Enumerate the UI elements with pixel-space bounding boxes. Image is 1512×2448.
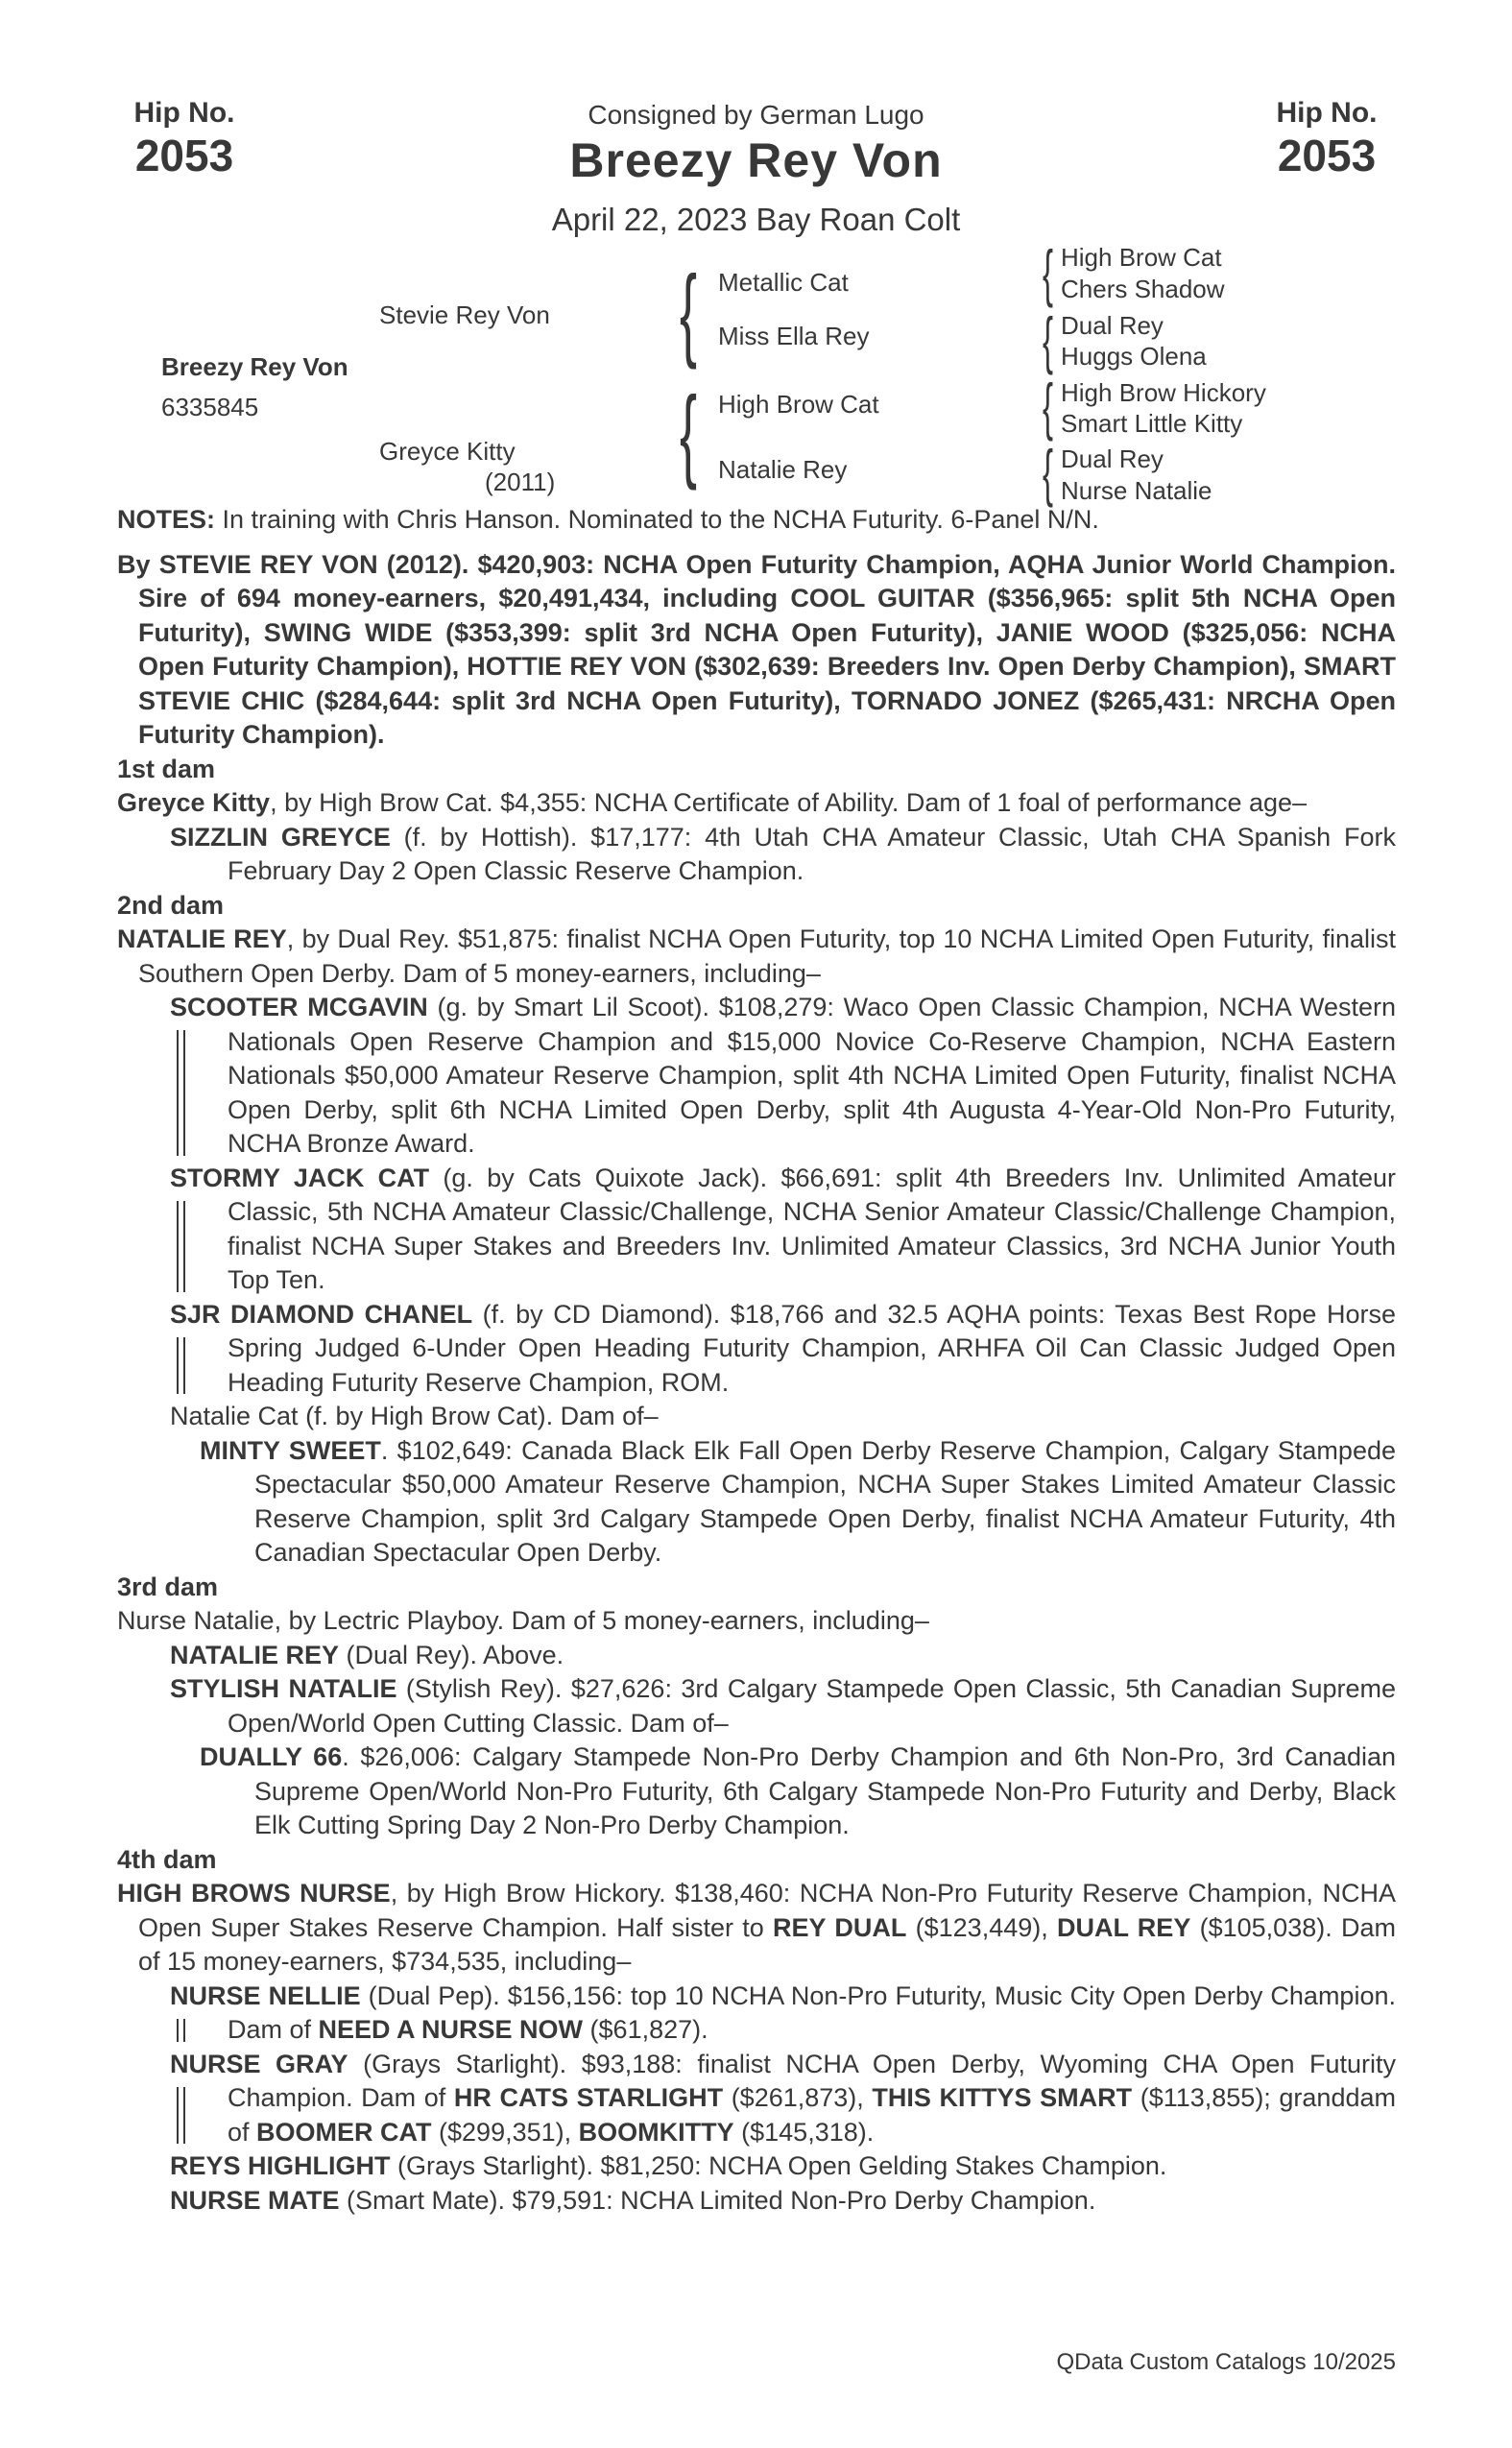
pedigree-entry: Greyce Kitty, by High Brow Cat. $4,355: NCHA Certificate of Ability. Dam of 1 foal of performance age– — [117, 788, 1308, 817]
catalog-body — [117, 503, 1396, 2218]
pedigree-entry: Natalie Cat (f. by High Brow Cat). Dam of– — [170, 1402, 659, 1430]
pedigree-entry: REYS HIGHLIGHT (Grays Starlight). $81,250: NCHA Open Gelding Stakes Champion. — [170, 2151, 1167, 2180]
hip-label: Hip No. — [1276, 97, 1378, 129]
hip-number: 2053 — [134, 131, 234, 180]
pedigree-sire: Stevie Rey Von — [379, 300, 550, 329]
pedigree-gen4-name: Nurse Natalie — [1061, 476, 1212, 505]
pedigree-entry: STORMY JACK CAT (g. by Cats Quixote Jack). $66,691: split 4th Breeders Inv. Unlimited Amateur Classic, 5th NCHA Amateur Classic/Challenge, NCHA Senior Amateur Classic/Challenge Champion, finalist NCHA Super Stakes and Breeders Inv. Unlimited Amateur Classics, 3rd NCHA Junior Youth Top Ten. — [117, 1162, 1396, 1298]
pedigree-brace — [1043, 244, 1053, 301]
pedigree-entry: MINTY SWEET. $102,649: Canada Black Elk Fall Open Derby Reserve Champion, Calgary Stampede Spectacular $50,000 Amateur Reserve Champion, NCHA Super Stakes Limited Amateur Classic Reserve Champion, split 3rd Calgary Stampede Open Derby, finalist NCHA Amateur Futurity, 4th Canadian Spectacular Open Derby. — [200, 1435, 1396, 1567]
pedigree-gen4-name: Dual Rey — [1061, 444, 1164, 473]
pedigree-subject-reg: 6335845 — [161, 393, 259, 421]
pedigree-gen4-name: Chers Shadow — [1061, 275, 1225, 303]
foal-info: April 22, 2023 Bay Roan Colt — [551, 202, 961, 237]
pedigree-subject-name: Breezy Rey Von — [161, 352, 348, 381]
pedigree-gen4-name: Smart Little Kitty — [1061, 409, 1243, 438]
pedigree-entry: SCOOTER MCGAVIN (g. by Smart Lil Scoot). $108,279: Waco Open Classic Champion, NCHA Western Nationals Open Reserve Champion and $15,000 Novice Co-Reserve Champion, NCHA Eastern Nationals $50,000 Amateur Reserve Champion, split 4th NCHA Limited Open Futurity, finalist NCHA Open Derby, split 6th NCHA Limited Open Derby, split 4th Augusta 4-Year-Old Non-Pro Futurity, NCHA Bronze Award. — [117, 991, 1396, 1162]
pedigree-gen4-name: Huggs Olena — [1061, 342, 1207, 371]
pedigree-entry: NURSE GRAY (Grays Starlight). $93,188: finalist NCHA Open Derby, Wyoming CHA Open Futurity Champion. Dam of HR CATS STARLIGHT ($261,873), THIS KITTYS SMART ($113,855); granddam of BOOMER CAT ($299,351), BOOMKITTY ($145,318). — [117, 2048, 1396, 2150]
pedigree-brace — [1043, 444, 1053, 501]
pedigree-brace — [680, 387, 697, 479]
pedigree-entry: NURSE NELLIE (Dual Pep). $156,156: top 10 NCHA Non-Pro Futurity, Music City Open Derby Champion. Dam of NEED A NURSE NOW ($61,827). — [117, 1980, 1396, 2048]
pedigree-brace — [1043, 377, 1053, 435]
pedigree-gen3-name: Miss Ella Rey — [718, 322, 870, 350]
pedigree-brace — [680, 266, 697, 358]
pedigree-gen3-name: Metallic Cat — [718, 268, 849, 297]
pedigree-entry: NATALIE REY, by Dual Rey. $51,875: finalist NCHA Open Futurity, top 10 NCHA Limited Open Futurity, finalist Southern Open Derby. Dam of 5 money-earners, including– — [117, 924, 1396, 988]
pedigree-gen4-name: High Brow Hickory — [1061, 378, 1266, 407]
pedigree-entry: HIGH BROWS NURSE, by High Brow Hickory. $138,460: NCHA Non-Pro Futurity Reserve Champion, NCHA Open Super Stakes Reserve Champion. Half sister to REY DUAL ($123,449), DUAL REY ($105,038). Dam of 15 money-earners, $734,535, including– — [117, 1879, 1397, 1976]
notes-paragraph: NOTES: In training with Chris Hanson. Nominated to the NCHA Futurity. 6-Panel N/N. — [117, 505, 1099, 534]
pedigree-entry: STYLISH NATALIE (Stylish Rey). $27,626: 3rd Calgary Stampede Open Classic, 5th Canadian Supreme Open/World Open Cutting Classic. Dam of– — [170, 1674, 1396, 1738]
horse-name-title: Breezy Rey Von — [569, 133, 943, 187]
pedigree-entry: SIZZLIN GREYCE (f. by Hottish). $17,177: 4th Utah CHA Amateur Classic, Utah CHA Spanish Fork February Day 2 Open Classic Reserve Champion. — [170, 822, 1397, 885]
pedigree-gen3-name: Natalie Rey — [718, 455, 848, 484]
pedigree-gen4-name: Dual Rey — [1061, 311, 1164, 340]
pedigree-gen3-name: High Brow Cat — [718, 390, 879, 419]
hip-label: Hip No. — [133, 97, 235, 129]
hip-number: 2053 — [1277, 131, 1377, 180]
pedigree-entry: DUALLY 66. $26,006: Calgary Stampede Non-Pro Derby Champion and 6th Non-Pro, 3rd Canadian Supreme Open/World Non-Pro Futurity, 6th Calgary Stampede Non-Pro Futurity and Derby, Black Elk Cutting Spring Day 2 Non-Pro Derby Champion. — [200, 1742, 1396, 1839]
catalog-credit: QData Custom Catalogs 10/2025 — [1056, 2349, 1396, 2375]
pedigree-entry: SJR DIAMOND CHANEL (f. by CD Diamond). $18,766 and 32.5 AQHA points: Texas Best Rope Horse Spring Judged 6-Under Open Heading Futurity Champion, ARHFA Oil Can Classic Judged Open Heading Futurity Reserve Champion, ROM. — [117, 1298, 1396, 1401]
pedigree-dam: Greyce Kitty — [379, 437, 516, 466]
pedigree-entry: NURSE MATE (Smart Mate). $79,591: NCHA Limited Non-Pro Derby Champion. — [170, 2185, 1096, 2215]
dam-heading-3: 3rd dam — [117, 1572, 219, 1601]
consignor-line: Consigned by German Lugo — [588, 100, 924, 130]
dam-heading-4: 4th dam — [117, 1844, 217, 1874]
pedigree-dam-year: (2011) — [485, 468, 556, 496]
dam-heading-2: 2nd dam — [117, 890, 225, 920]
pedigree-gen4-name: High Brow Cat — [1061, 243, 1222, 272]
dam-heading-1: 1st dam — [117, 754, 216, 783]
sire-paragraph: By STEVIE REY VON (2012). $420,903: NCHA Open Futurity Champion, AQHA Junior World Champion. Sire of 694 money-earners, $20,491,434, including COOL GUITAR ($356,965: split 5th NCHA Open Futurity), SWING WIDE ($353,399: split 3rd NCHA Open Futurity), JANIE WOOD ($325,056: NCHA Open Futurity Champion), HOTTIE REY VON ($302,639: Breeders Inv. Open Derby Champion), SMART STEVIE CHIC ($284,644: split 3rd NCHA Open Futurity), TORNADO JONEZ ($265,431: NRCHA Open Futurity Champion). — [117, 549, 1396, 749]
pedigree-entry: NATALIE REY (Dual Rey). Above. — [170, 1640, 564, 1669]
pedigree-entry: Nurse Natalie, by Lectric Playboy. Dam of 5 money-earners, including– — [117, 1606, 929, 1635]
pedigree-brace — [1043, 311, 1053, 369]
